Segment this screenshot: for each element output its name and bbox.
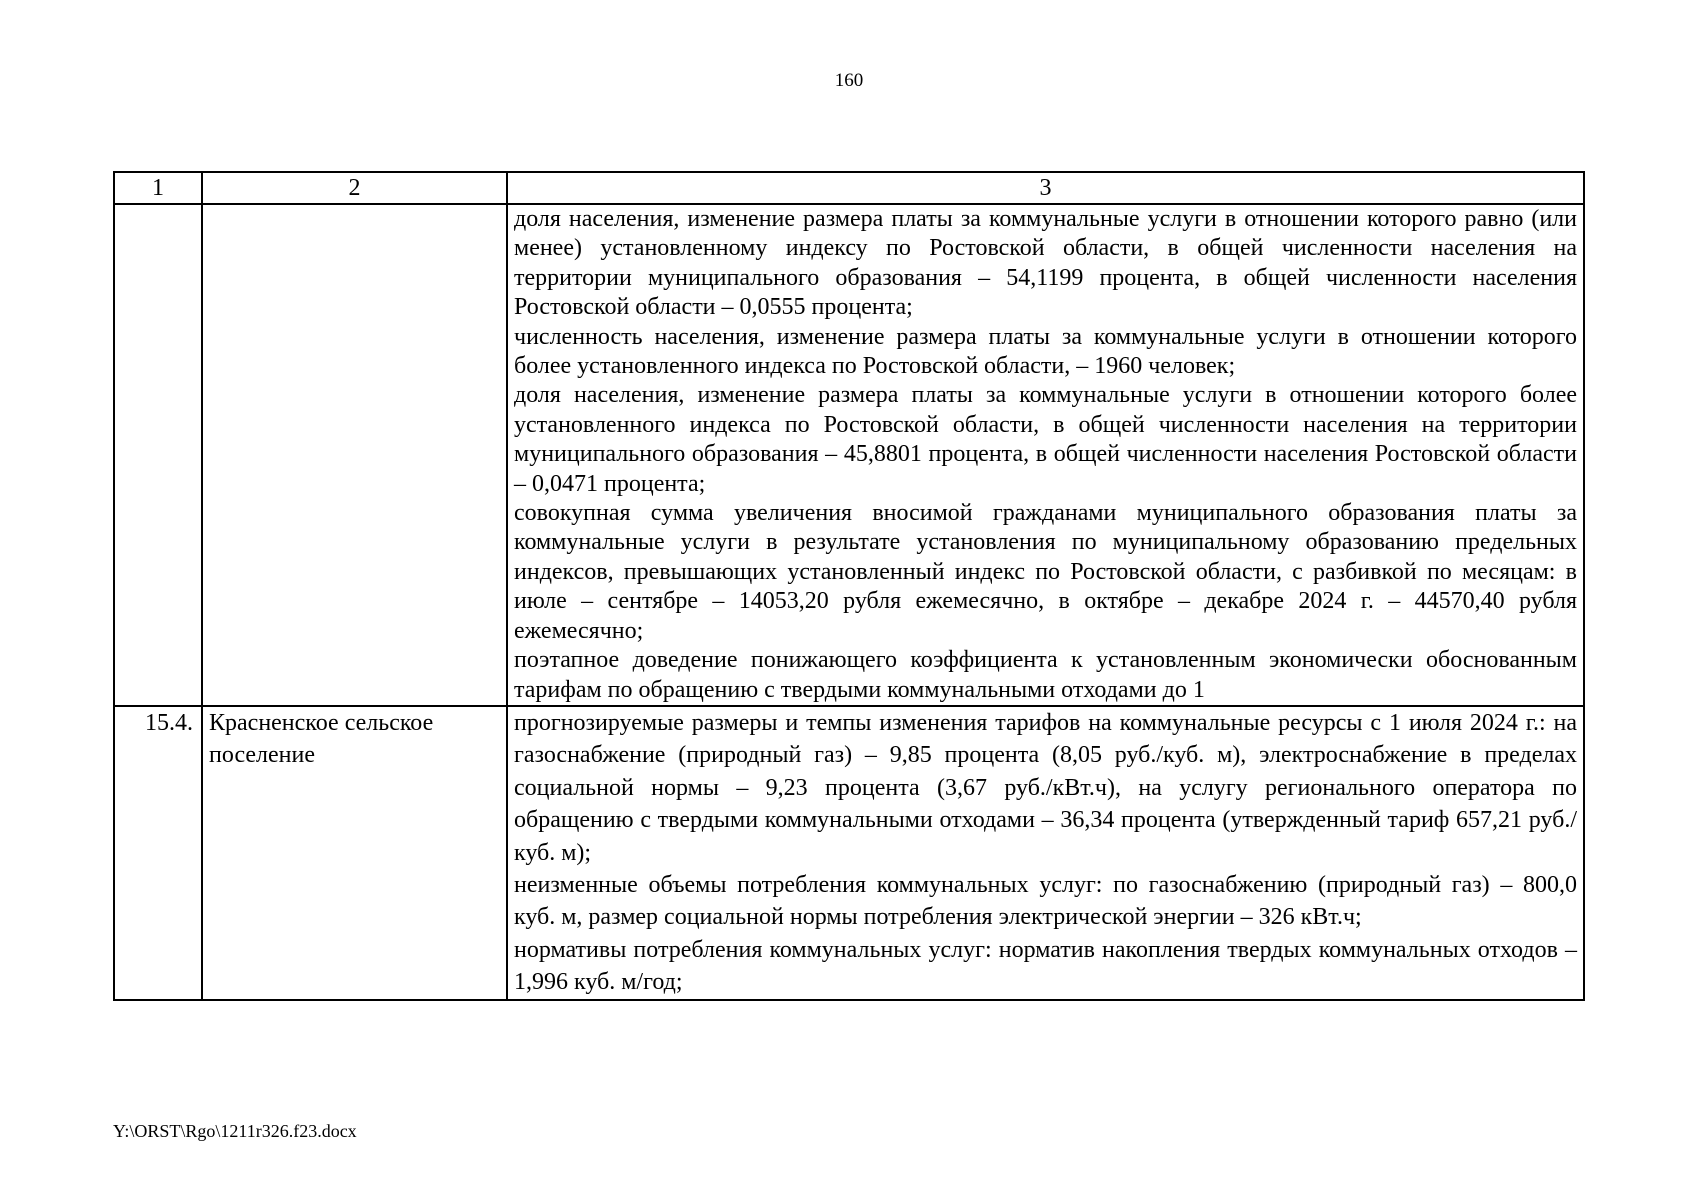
paragraph: численность населения, изменение размера платы за коммунальные услуги в отношении которого более установленного индекса по Ростовской области, – 1960 человек; [514,323,1577,380]
page-number: 160 [834,70,864,91]
paragraph: прогнозируемые размеры и темпы изменения тарифов на коммунальные ресурсы с 1 июля 2024 г.: на газоснабжение (природный газ) – 9,85 процента (8,05 руб./куб. м), электроснабжение в пределах социальной нормы – 9,23 процента (3,67 руб./кВт.ч), на услугу регионального оператора по обращению с твердыми коммунальными отходами – 36,34 процента (утвержденный тариф 657,21 руб./куб. м); [514,709,1577,866]
column-header-1: 1 [114,172,202,204]
document-table [113,171,1585,1001]
paragraph: неизменные объемы потребления коммунальных услуг: по газоснабжению (природный газ) – 800,0 куб. м, размер социальной нормы потребления электрической энергии – 326 кВт.ч; [514,871,1577,931]
file-path-footer: Y:\ORST\Rgo\1211r326.f23.docx [113,1121,357,1141]
paragraph: доля населения, изменение размера платы за коммунальные услуги в отношении которого равно (или менее) установленному индексу по Ростовской области, в общей численности населения на территории муниципального образования – 54,1199 процента, в общей численности населения Ростовской области – 0,0555 процента; [514,206,1577,321]
description-cell [507,204,1584,706]
row-number-cell: 15.4. [114,706,202,1000]
paragraph: совокупная сумма увеличения вносимой гражданами муниципального образования платы за коммунальные услуги в результате установления по муниципальному образованию предельных индексов, превышающих установленный индекс по Ростовской области, с разбивкой по месяцам: в июле – сентябре – 14053,20 рубля ежемесячно, в октябре – декабре 2024 г. – 44570,40 рубля ежемесячно; [514,500,1577,644]
table-row [114,204,1584,706]
settlement-name-cell [202,204,507,706]
settlement-name-cell: Красненское сельское поселение [202,706,507,1000]
table-header-row [114,172,1584,204]
row-number-cell [114,204,202,706]
paragraph: доля населения, изменение размера платы за коммунальные услуги в отношении которого более установленного индекса по Ростовской области, в общей численности населения на территории муниципального образования – 45,8801 процента, в общей численности населения Ростовской области – 0,0471 процента; [514,382,1577,497]
column-header-2: 2 [202,172,507,204]
description-cell [507,706,1584,1000]
table-row [114,706,1584,1000]
column-header-3: 3 [507,172,1584,204]
paragraph: поэтапное доведение понижающего коэффициента к установленным экономически обоснованным тарифам по обращению с твердыми коммунальными отходами до 1 [514,647,1577,703]
paragraph: нормативы потребления коммунальных услуг: норматив накопления твердых коммунальных отходов – 1,996 куб. м/год; [514,936,1577,996]
